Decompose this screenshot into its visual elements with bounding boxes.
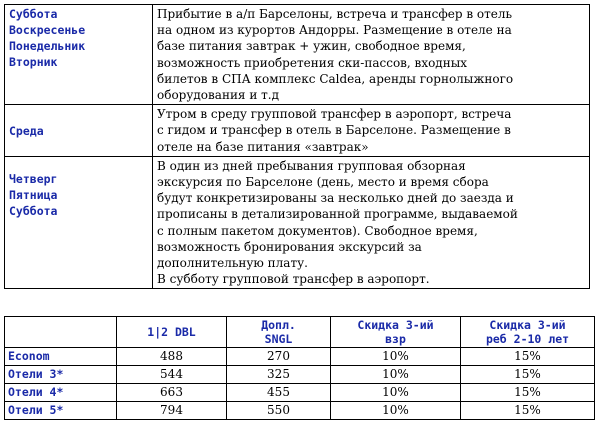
row-label: Econom <box>5 348 117 366</box>
description-line: на одном из курортов Андорры. Размещение в отеле на <box>157 23 512 38</box>
description-line: прописаны в детализированной программе, выдаваемой <box>157 207 518 222</box>
itinerary-row-1 <box>5 5 590 105</box>
row-label: Отели 5* <box>5 402 117 420</box>
price-cell: 10% <box>331 402 461 420</box>
price-row <box>5 366 595 384</box>
description-line: возможность бронирования экскурсий за <box>157 239 422 254</box>
header-cell-discount-adult <box>331 317 461 348</box>
header-label: Скидка 3-ий <box>489 318 566 332</box>
day-label: Суббота <box>9 203 58 218</box>
price-row <box>5 348 595 366</box>
day-label: Четверг <box>9 171 58 186</box>
header-label: взр <box>385 332 406 346</box>
header-cell-sngl <box>227 317 331 348</box>
itinerary-days-cell <box>5 156 153 289</box>
price-cell: 794 <box>117 402 227 420</box>
row-label: Отели 3* <box>5 366 117 384</box>
price-cell: 10% <box>331 384 461 402</box>
header-label: 1|2 DBL <box>147 325 196 339</box>
description-line: базе питания завтрак + ужин, свободное время, <box>157 39 466 54</box>
itinerary-days-cell <box>5 5 153 105</box>
itinerary-description-cell <box>153 156 590 289</box>
itinerary-days-cell <box>5 105 153 157</box>
price-cell: 15% <box>461 384 595 402</box>
itinerary-row-2 <box>5 105 590 157</box>
price-cell: 15% <box>461 348 595 366</box>
day-label: Понедельник <box>9 39 86 53</box>
price-cell: 10% <box>331 366 461 384</box>
price-cell: 325 <box>227 366 331 384</box>
price-cell: 663 <box>117 384 227 402</box>
header-label: реб 2-10 лет <box>485 332 570 346</box>
price-cell: 270 <box>227 348 331 366</box>
description-line: дополнительную плату. <box>157 256 308 271</box>
header-label: SNGL <box>264 332 293 346</box>
itinerary-description-cell <box>153 105 590 157</box>
price-cell: 550 <box>227 402 331 420</box>
description-line: с гидом и трансфер в отель в Барселоне. Размещение в <box>157 123 511 138</box>
header-cell-dbl <box>117 317 227 348</box>
description-line: возможность приобретения ски-пассов, входных <box>157 55 468 70</box>
description-line: билетов в СПА комплекс Caldea, аренды горнолыжного <box>157 71 514 86</box>
itinerary-table <box>4 4 590 289</box>
price-cell: 15% <box>461 366 595 384</box>
price-cell: 455 <box>227 384 331 402</box>
price-cell: 488 <box>117 348 227 366</box>
description-line: будут конкретизированы за несколько дней до заезда и <box>157 191 514 206</box>
price-row <box>5 384 595 402</box>
description-line: В один из дней пребывания групповая обзорная <box>157 158 466 173</box>
description-line: с полным пакетом документов). Свободное время, <box>157 223 478 238</box>
description-line: Утром в среду групповой трансфер в аэропорт, встреча <box>157 107 512 122</box>
header-cell-discount-child <box>461 317 595 348</box>
price-cell: 15% <box>461 402 595 420</box>
itinerary-row-3 <box>5 156 590 289</box>
header-label: Скидка 3-ий <box>357 318 434 332</box>
description-line: В субботу групповой трансфер в аэропорт. <box>157 272 430 287</box>
description-line: оборудования и т.д <box>157 88 279 103</box>
price-row <box>5 402 595 420</box>
day-label: Пятница <box>9 187 58 202</box>
itinerary-description-cell <box>153 5 590 105</box>
day-label: Вторник <box>9 55 58 69</box>
row-label: Отели 4* <box>5 384 117 402</box>
header-cell-empty <box>5 317 117 348</box>
description-line: экскурсия по Барселоне (день, место и время сбора <box>157 175 489 190</box>
day-label: Суббота <box>9 7 58 21</box>
price-header-row <box>5 317 595 348</box>
day-label: Воскресенье <box>9 23 86 37</box>
header-label: Допл. <box>261 318 296 332</box>
day-label: Среда <box>9 123 44 138</box>
description-line: Прибытие в а/п Барселоны, встреча и трансфер в отель <box>157 7 513 21</box>
price-cell: 10% <box>331 348 461 366</box>
description-line: отеле на базе питания «завтрак» <box>157 139 369 154</box>
price-cell: 544 <box>117 366 227 384</box>
price-table <box>4 316 595 420</box>
